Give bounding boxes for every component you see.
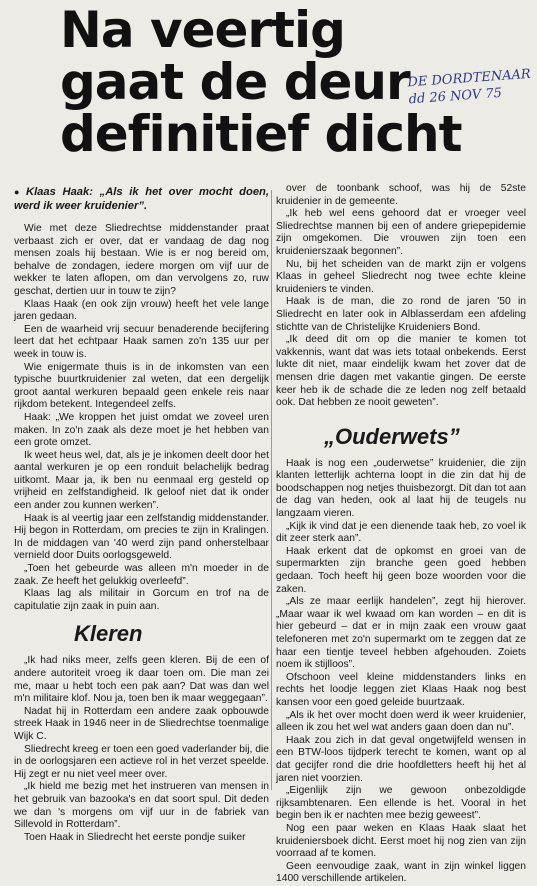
- paragraph: „Ik heb wel eens gehoord dat er vroeger veel Sliedrechtse mannen bij een of andere griepepidemie zijn omgekomen. Die vrouwen zijn toen een kruidenierszaak begonnen”.: [276, 208, 526, 257]
- paragraph: Ik weet heus wel, dat, als je je inkomen deelt door het aantal werkuren je op een ronduit belachelijk bedrag uitkomt. Maar ja, ik ben nu eenmaal erg gesteld op vrijheid en zelfstandigheid. Ik geloof niet dat ik onder een ander zou kunnen werken”.: [14, 449, 269, 512]
- paragraph: Klaas Haak (en ook zijn vrouw) heeft het vele lange jaren gedaan.: [14, 298, 269, 323]
- paragraph: „Kijk ik vind dat je een dienende taak heb, zo voel ik dit zeer sterk aan”.: [276, 520, 526, 545]
- paragraph: „Ik had niks meer, zelfs geen kleren. Bij de een of andere autoriteit vroeg ik daar toen om. Die man zei me, maar u hebt toch een pak aan? Dat was dan wel m'n militaire klof. Nou ja, toen ben ik maar weggegaan”.: [14, 655, 269, 705]
- bullet-icon: ●: [14, 187, 23, 197]
- paragraph: Haak: „We kroppen het juist omdat we zoveel uren maken. In zo'n zaak als deze moet je het hebben van een grote omzet.: [14, 411, 269, 449]
- paragraph: Haak is nog een „ouderwetse” kruidenier, die zijn klanten letterlijk achterna loopt in die zin dat hij de boodschappen nog netjes thuisbezorgt. Dit dan tot aan de dag van heden, ook al laat hij de teugels nu langzaam vieren.: [276, 457, 526, 520]
- paragraph: Nu, bij het scheiden van de markt zijn er volgens Klaas in geheel Sliedrecht nog twee echte kleine kruideniers te vinden.: [276, 258, 526, 295]
- paragraph: Een de waarheid vrij secuur benaderende becijfering leert dat het echtpaar Haak samen zo'n 135 uur per week in touw is.: [14, 323, 269, 360]
- stamp-date: dd 26 NOV 75: [408, 85, 503, 108]
- lead-paragraph: [14, 185, 269, 213]
- paragraph: Geen eenvoudige zaak, want in zijn winkel liggen 1400 verschillende artikelen.: [276, 860, 526, 885]
- stamp-newspaper: DE DORDTENAAR: [407, 66, 532, 91]
- subheading-kleren: Kleren: [74, 621, 143, 647]
- column-divider: [271, 190, 272, 790]
- left-column: [14, 185, 269, 844]
- paragraph: Haak erkent dat de opkomst en groei van de supermarkten zijn branche geen goed hebben gedaan. Toch heeft hij geen boze woorden voor die zaken.: [276, 545, 526, 595]
- subheading-ouderwets: „Ouderwets”: [324, 423, 460, 449]
- paragraph: Nog een paar weken en Klaas Haak slaat het kruideniersboek dicht. Eerst moet hij nog zien van zijn voorraad af te komen.: [276, 822, 526, 860]
- paragraph: Wie met deze Sliedrechtse middenstander praat verbaast zich er over, dat er vandaag de dag nog mensen zoals hij bestaan. Wie is er nog bereid om, behalve de zondagen, iedere morgen om vijf uur de wekker te laten aflopen, om dan vervolgens zo, ruw geschat, dertien uur in touw te zijn?: [14, 223, 269, 297]
- paragraph: „Als ze maar eerlijk handelen”, zegt hij hierover. „Maar waar ik wel kwaad om kan worden – en dit is hier gebeurd – dat er in mijn zaak een vrouw gaat telefoneren met zo'n supermarkt om te zeggen dat ze haar een tientje teveel hebben afgehouden. Zoiets noem ik stijlloos”.: [276, 596, 526, 671]
- paragraph: Haak is de man, die zo rond de jaren '50 in Sliedrecht en later ook in Alblasserdam een afdeling stichtte van de Christelijke Kruideniers Bond.: [276, 296, 526, 333]
- paragraph: Toen Haak in Sliedrecht het eerste pondje suiker: [24, 831, 246, 843]
- right-column: [276, 183, 526, 886]
- paragraph: Haak is al veertig jaar een zelfstandig middenstander. Hij begon in Rotterdam, om precies te zijn in Kralingen. In de middagen van '40 werd zijn pand onherstelbaar vernield door Duits oorlogsgeweld.: [14, 512, 269, 562]
- paragraph: „Als ik het over mocht doen werd ik weer kruidenier, alleen ik zou het wel wat anders gaan doen dan nu”.: [276, 709, 526, 734]
- headline-line: definitief dicht: [60, 105, 462, 163]
- paragraph: Klaas lag als militair in Gorcum en trof na de capitulatie zijn zaak in puin aan.: [14, 588, 269, 612]
- headline-line: Na veertig: [60, 1, 345, 59]
- paragraph: Sliedrecht kreeg er toen een goed vaderlander bij, die in de oorlogsjaren een actieve rol in het verzet speelde. Hij zegt er nu niet veel meer over.: [14, 743, 269, 780]
- paragraph: „Toen het gebeurde was alleen m'n moeder in de zaak. Ze heeft het gelukkig overleefd”.: [14, 563, 269, 587]
- paragraph: „Eigenlijk zijn we gewoon onbezoldigde rijksambtenaren. Een ellende is het. Vooral in het begin ben ik er nachten mee bezig geweest”.: [276, 785, 526, 822]
- paragraph: Haak zou zich in dat geval ongetwijfeld wensen in een BTW-loos tijdperk terecht te komen, want op al dat gecijfer rond die drie hoofdletters heeft hij het al jaren niet voorzien.: [276, 734, 526, 784]
- paragraph: Nadat hij in Rotterdam een andere zaak opbouwde streek Haak in 1946 neer in de Sliedrechtse toenmalige Wijk C.: [14, 705, 269, 742]
- paragraph: over de toonbank schoof, was hij de 52ste kruidenier in de gemeente.: [276, 183, 526, 207]
- lead-text: Klaas Haak: „Als ik het over mocht doen, werd ik weer kruidenier”.: [14, 186, 269, 212]
- headline-line: gaat de deur: [60, 53, 410, 111]
- paragraph: Wie enigermate thuis is in de inkomsten van een typische buurtkruidenier zal weten, dat een dergelijk groot aantal werkuren bepaald geen enkele reis naar rijkdom betekent. Integendeel zelfs.: [14, 361, 269, 411]
- paragraph: Ofschoon veel kleine middenstanders links en rechts het loodje leggen ziet Klaas Haak nog best kansen voor een goed geleide buurtzaak.: [276, 671, 526, 708]
- paragraph: „Ik hield me bezig met het instrueren van mensen in het gebruik van bazooka's en dat soort spul. Dit deden we dan 's morgens om vijf uur in de fabriek van Sillevold in Rotterdam”.: [14, 781, 269, 831]
- source-stamp: [407, 66, 534, 109]
- paragraph: „Ik deed dit om op die manier te komen tot vakkennis, want dat was iets totaal onbekends. Eerst lukte dit niet, maar eindelijk kwam het zover dat de mensen drie dagen met vakantie gingen. De eerste keer heb ik de schade die ze leden nog zelf betaald ook. Dat hebben ze nooit geweten”.: [276, 334, 526, 409]
